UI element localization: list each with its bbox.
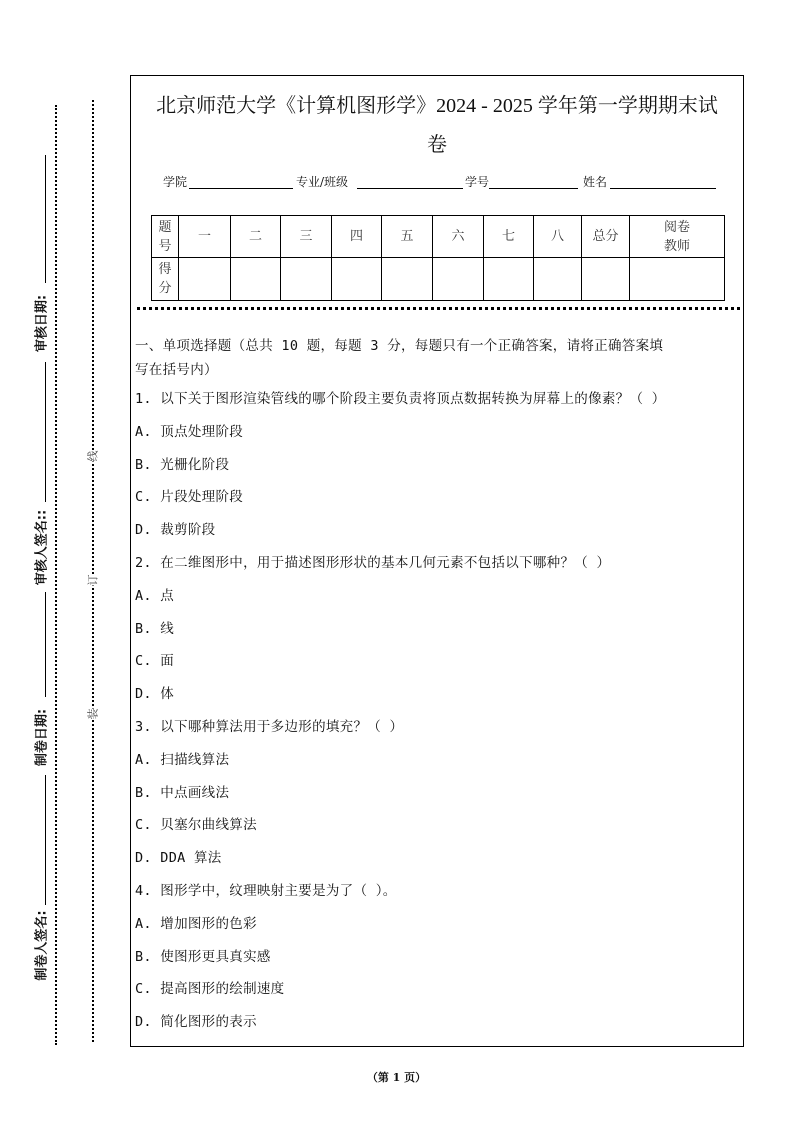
exam-title-cont: 卷 [427, 134, 447, 156]
header-cell: 八 [534, 216, 582, 258]
score-row-label: 得 分 [152, 258, 179, 301]
header-cell: 题 号 [152, 216, 179, 258]
question-option: C. 贝塞尔曲线算法 [135, 817, 257, 834]
question-stem: 3. 以下哪种算法用于多边形的填充？（ ） [135, 719, 404, 735]
field-college-input[interactable] [189, 174, 293, 189]
question-option: D. 裁剪阶段 [135, 522, 216, 539]
score-cell[interactable] [630, 258, 725, 301]
score-cell[interactable] [281, 258, 332, 301]
score-cell[interactable] [582, 258, 630, 301]
header-cell: 六 [433, 216, 484, 258]
exam-title: 北京师范大学《计算机图形学》2024 - 2025 学年第一学期期末试 [156, 95, 718, 117]
binding-mark-xian: 线 [86, 450, 100, 462]
header-cell: 阅卷 教师 [630, 216, 725, 258]
question-option: A. 顶点处理阶段 [135, 423, 244, 440]
score-table-header-row [152, 216, 725, 258]
question-stem: 2. 在二维图形中，用于描述图形形状的基本几何元素不包括以下哪种？（ ） [135, 555, 611, 571]
review-date-label: 审核日期: [34, 294, 50, 353]
question-option: D. 简化图形的表示 [135, 1014, 257, 1031]
header-cell: 五 [382, 216, 433, 258]
question-option: D. DDA 算法 [135, 850, 222, 867]
question-option: D. 体 [135, 686, 175, 703]
signature-line [45, 155, 46, 283]
question-option: A. 扫描线算法 [135, 751, 230, 768]
question-option: C. 面 [135, 653, 175, 670]
field-college-label: 学院 [163, 175, 188, 189]
score-cell[interactable] [231, 258, 281, 301]
header-cell: 七 [484, 216, 534, 258]
field-student-id-input[interactable] [489, 174, 578, 189]
binding-dotted-line-inner [92, 100, 94, 1042]
question-option: B. 使图形更具真实感 [135, 948, 271, 965]
header-cell: 总分 [582, 216, 630, 258]
dotted-separator [137, 307, 740, 310]
signature-line [45, 592, 46, 697]
page-number: （第 1 页） [366, 1071, 427, 1084]
binding-mark-zhuang: 装 [86, 708, 100, 720]
prep-date-label: 制卷日期: [34, 708, 50, 767]
score-cell[interactable] [433, 258, 484, 301]
question-option: C. 片段处理阶段 [135, 489, 244, 506]
field-name-input[interactable] [610, 174, 716, 189]
score-table [151, 215, 725, 301]
preparer-signature-label: 制卷人签名: [34, 910, 50, 981]
score-table-score-row [152, 258, 725, 301]
question-option: B. 线 [135, 620, 175, 637]
question-option: A. 增加图形的色彩 [135, 915, 257, 932]
header-cell: 三 [281, 216, 332, 258]
header-cell: 一 [179, 216, 231, 258]
question-option: B. 中点画线法 [135, 784, 230, 801]
field-student-id-label: 学号 [465, 175, 490, 189]
question-option: B. 光栅化阶段 [135, 456, 230, 473]
header-cell: 二 [231, 216, 281, 258]
question-option: A. 点 [135, 587, 175, 604]
binding-mark-ding: 订 [86, 574, 100, 586]
score-cell[interactable] [382, 258, 433, 301]
score-cell[interactable] [179, 258, 231, 301]
reviewer-signature-label: 审核人签名:: [34, 509, 50, 586]
question-stem: 4. 图形学中，纹理映射主要是为了（ ）。 [135, 883, 397, 899]
question-stem: 1. 以下关于图形渲染管线的哪个阶段主要负责将顶点数据转换为屏幕上的像素？（ ） [135, 391, 666, 407]
score-cell[interactable] [332, 258, 382, 301]
header-cell: 四 [332, 216, 382, 258]
question-option: C. 提高图形的绘制速度 [135, 981, 285, 998]
field-major-label: 专业/班级 [296, 175, 349, 189]
field-name-label: 姓名 [583, 175, 608, 189]
signature-line [45, 775, 46, 905]
section-heading-cont: 写在括号内） [135, 362, 218, 378]
field-major-input[interactable] [357, 174, 463, 189]
binding-dotted-line-outer [55, 105, 57, 1045]
signature-line [45, 362, 46, 502]
section-heading: 一、单项选择题（总共 10 题，每题 3 分，每题只有一个正确答案，请将正确答案填 [135, 338, 664, 354]
score-cell[interactable] [484, 258, 534, 301]
score-cell[interactable] [534, 258, 582, 301]
